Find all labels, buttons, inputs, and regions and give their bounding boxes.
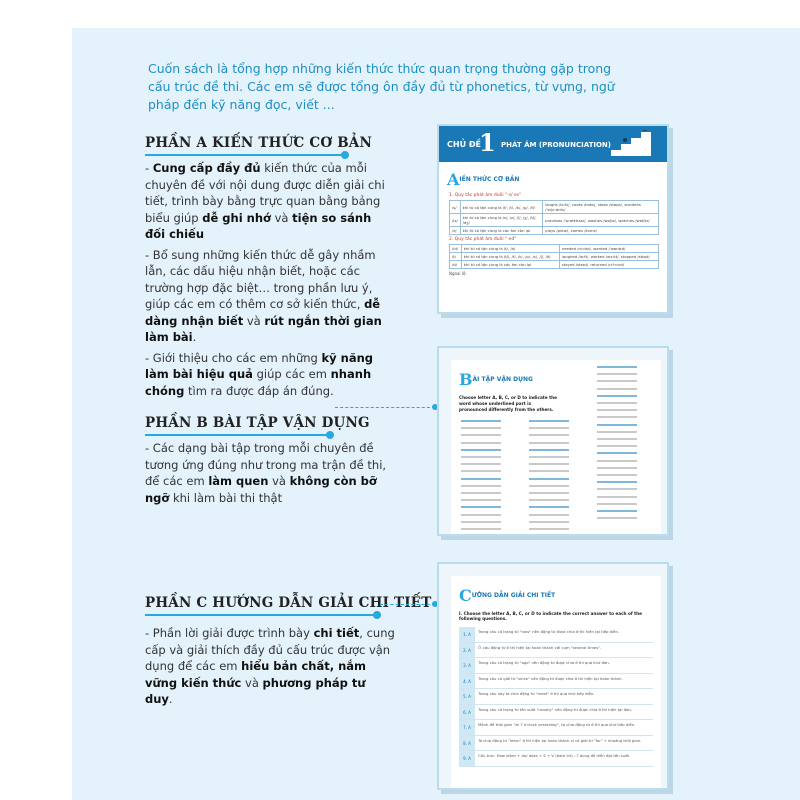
option-placeholder — [461, 470, 501, 472]
section-c-body — [145, 625, 395, 712]
solution-key: 3. A — [459, 658, 475, 673]
option-placeholder — [597, 402, 637, 404]
solution-row — [459, 689, 653, 705]
solution-key: 7. A — [459, 720, 475, 735]
option-placeholder — [597, 409, 637, 411]
solution-text: Cấu trúc: How often + do/ does + S + V (bare inf)…? dùng để diễn đạt tần suất. — [478, 753, 631, 758]
solution-text: Trong câu có trạng từ tần suất "usually" nên động từ được chia ở thì hiện tại đơn. — [478, 706, 632, 712]
sample-page-theory-header: CHỦ ĐỀ 1 PHÁT ÂM (PRONUNCIATION) — [439, 126, 667, 162]
section-a-point-1: - Cung cấp đầy đủ kiến thức của mỗi chuyên đề với nội dung được diễn giải chi tiết, trình bày bằng trực quan bằng bảng biểu giúp dễ ghi nhớ và tiện so sánh đối chiếu — [145, 161, 385, 241]
option-placeholder — [529, 463, 569, 465]
solution-row — [459, 736, 653, 752]
option-placeholder — [597, 460, 637, 462]
solution-row — [459, 627, 653, 643]
solution-row — [459, 643, 653, 659]
option-placeholder — [461, 449, 501, 451]
option-placeholder — [461, 492, 501, 494]
option-placeholder — [529, 449, 569, 451]
section-c-underline — [145, 614, 377, 616]
section-b-title: PHẦN B BÀI TẬP VẬN DỤNG — [145, 415, 370, 431]
option-placeholder — [529, 478, 569, 480]
section-c-title: PHẦN C HƯỚNG DẪN GIẢI CHI TIẾT — [145, 595, 432, 611]
solution-text: Trong câu có trạng từ "ago" nên động từ được chia ở thì quá khứ đơn. — [478, 660, 610, 665]
rule-2-heading: 2. Quy tắc phát âm đuôi "-ed" — [449, 237, 517, 242]
sample-page-solutions-title: CƯỚNG DẪN GIẢI CHI TIẾT — [459, 586, 556, 605]
option-placeholder — [529, 499, 569, 501]
solution-text: Mệnh đề thời gian "at 7 o'clock yesterday", ta chia động từ ở thì quá khứ tiếp diễn. — [478, 722, 636, 727]
option-placeholder — [597, 496, 637, 498]
section-a-body — [145, 160, 395, 403]
sample-page-exercises-title: BÀI TẬP VẬN DỤNG — [459, 370, 533, 389]
section-a-title: PHẦN A KIẾN THỨC CƠ BẢN — [145, 135, 373, 151]
solution-key: 5. A — [459, 689, 475, 704]
solution-row — [459, 658, 653, 674]
rule-2-table: /id/ khi từ có tận cùng là /t/, /d/ needed /ni:dɪd/, wanted /'wɒntɪd/ /t/ khi từ có tận cùng là /tʃ/, /f/, /k/, /p/, /s/, /ʃ/, /θ/ laughed /la:ft/, worked /wɜ:kt/, stopped /stɒpt/ /d/ khi từ có tận cùng là các âm còn lại stayed /steɪd/, returned /rɪ'tɜ:nd/ — [449, 244, 659, 269]
option-placeholder — [529, 528, 569, 530]
option-placeholder — [597, 517, 637, 519]
exceptions-note: Ngoại lệ: — [449, 271, 467, 276]
section-b-underline — [145, 434, 330, 436]
option-placeholder — [529, 535, 569, 536]
solution-row — [459, 720, 653, 736]
sample-page-exercises-sheet — [451, 360, 661, 536]
option-placeholder — [461, 535, 501, 536]
stairs-illustration-icon — [607, 130, 657, 160]
option-placeholder — [597, 366, 637, 368]
option-placeholder — [529, 427, 569, 429]
rule-1-table: /s/ khi từ có tận cùng là /f/, /t/, /k/, /p/, /θ/ laughs /la:fs/, cooks /kʊks/, stops /stɒps/, students /'stju:dnts/ /iz/ khi từ có tận cùng là /s/, /z/, /ʃ/, /ʒ/, /tʃ/, /dʒ/ practises /'præktɪsɪz/, washes /wɒʃɪz/, watches /wɒtʃɪz/ /z/ khi từ có tận cùng là các âm còn lại plays /pleɪz/, comes /kʌmz/ — [449, 200, 659, 235]
solution-rows — [451, 627, 661, 767]
option-placeholder — [461, 463, 501, 465]
option-placeholder — [529, 485, 569, 487]
solution-key: 2. A — [459, 643, 475, 658]
option-placeholder — [461, 499, 501, 501]
section-b-point-1: - Các dạng bài tập trong mỗi chuyên đề tương ứng đúng như trong ma trận đề thi, để các em làm quen và không còn bỡ ngỡ khi làm bài thi thật — [145, 441, 387, 505]
sample-page-solutions — [437, 562, 669, 790]
option-placeholder — [461, 478, 501, 480]
option-placeholder — [461, 434, 501, 436]
option-placeholder — [529, 434, 569, 436]
solution-instruction: I. Choose the letter A, B, C, or D to indicate the correct answer to each of the following questions. — [459, 611, 642, 621]
option-placeholder — [461, 506, 501, 508]
option-placeholder — [597, 488, 637, 490]
intro-text: Cuốn sách là tổng hợp những kiến thức thức quan trọng thường gặp trong cấu trúc đề thi. Các em sẽ được tổng ôn đầy đủ từ phonetics, từ vựng, ngữ pháp đến kỹ năng đọc, viết ... — [148, 61, 615, 112]
option-placeholder — [461, 528, 501, 530]
sample-page-exercises — [437, 346, 669, 536]
solution-key: 1. A — [459, 627, 475, 642]
section-b-body — [145, 440, 395, 510]
option-placeholder — [597, 438, 637, 440]
option-placeholder — [529, 470, 569, 472]
solution-text: Trong câu có trạng từ "now" nên động từ được chia ở thì hiện tại tiếp diễn. — [478, 629, 620, 634]
option-placeholder — [529, 420, 569, 422]
option-placeholder — [597, 416, 637, 418]
sample-page-theory — [437, 124, 669, 314]
solution-row — [459, 751, 653, 767]
option-placeholder — [529, 506, 569, 508]
sample-page-theory-subtitle: AIẾN THỨC CƠ BẢN — [447, 170, 520, 189]
option-placeholder — [597, 388, 637, 390]
option-placeholder — [597, 452, 637, 454]
solution-key: 9. A — [459, 751, 475, 766]
solution-key: 6. A — [459, 705, 475, 720]
option-placeholder — [529, 521, 569, 523]
sample-page-solutions-sheet — [451, 576, 661, 790]
option-placeholder — [529, 514, 569, 516]
exercise-instruction: Choose letter A, B, C, or D to indicate the word whose underlined part is pronounced differently from the others. — [459, 395, 557, 412]
section-a-point-2: - Bổ sung những kiến thức dễ gây nhầm lẫn, các dấu hiệu nhận biết, hoặc các trường hợp đặc biệt… trong phần lưu ý, giúp các em có thêm cơ sở kiến thức, dễ dàng nhận biết và rút ngắn thời gian làm bài. — [145, 247, 382, 344]
option-placeholder — [597, 445, 637, 447]
option-placeholder — [461, 456, 501, 458]
rule-1-heading: 1. Quy tắc phát âm đuôi "-s/ es" — [449, 193, 522, 198]
solution-text: Trong câu có giới từ "since" nên động từ được chia ở thì hiện tại hoàn thành. — [478, 675, 623, 681]
option-placeholder — [597, 380, 637, 382]
option-placeholder — [597, 431, 637, 433]
section-c-connector — [380, 604, 435, 605]
option-placeholder — [597, 424, 637, 426]
option-placeholder — [529, 492, 569, 494]
option-placeholder — [597, 481, 637, 483]
option-placeholder — [597, 373, 637, 375]
option-placeholder — [461, 427, 501, 429]
option-placeholder — [529, 456, 569, 458]
section-a-point-3: - Giới thiệu cho các em những kỹ năng làm bài hiệu quả giúp các em nhanh chóng tìm ra được đáp án đúng. — [145, 350, 374, 398]
solution-key: 8. A — [459, 736, 475, 751]
solution-text: Ở câu động từ ở thì hiện tại hoàn thành với cụm "several times". — [478, 644, 602, 650]
solution-row — [459, 705, 653, 721]
option-placeholder — [461, 521, 501, 523]
solution-row — [459, 674, 653, 690]
option-placeholder — [597, 503, 637, 505]
option-placeholder — [597, 474, 637, 476]
section-b-connector — [335, 407, 435, 408]
section-c-point-1: - Phần lời giải được trình bày chi tiết, cung cấp và giải thích đầy đủ cấu trúc được vận dụng để các em hiểu bản chất, nắm vững kiến thức và phương pháp tư duy. — [145, 626, 395, 706]
option-placeholder — [461, 514, 501, 516]
solution-text: Ta chia động từ "learn" ở thì hiện tại hoàn thành vì có giới từ "for" + khoảng thời gian. — [478, 737, 642, 743]
section-a-underline — [145, 154, 345, 156]
option-placeholder — [597, 467, 637, 469]
option-placeholder — [597, 510, 637, 512]
solution-key: 4. A — [459, 674, 475, 689]
option-placeholder — [461, 420, 501, 422]
option-placeholder — [597, 395, 637, 397]
option-placeholder — [461, 442, 501, 444]
solution-text: Trong câu này ta chia động từ "meet" ở thì quá khứ tiếp diễn. — [478, 691, 595, 696]
option-placeholder — [461, 485, 501, 487]
option-placeholder — [529, 442, 569, 444]
